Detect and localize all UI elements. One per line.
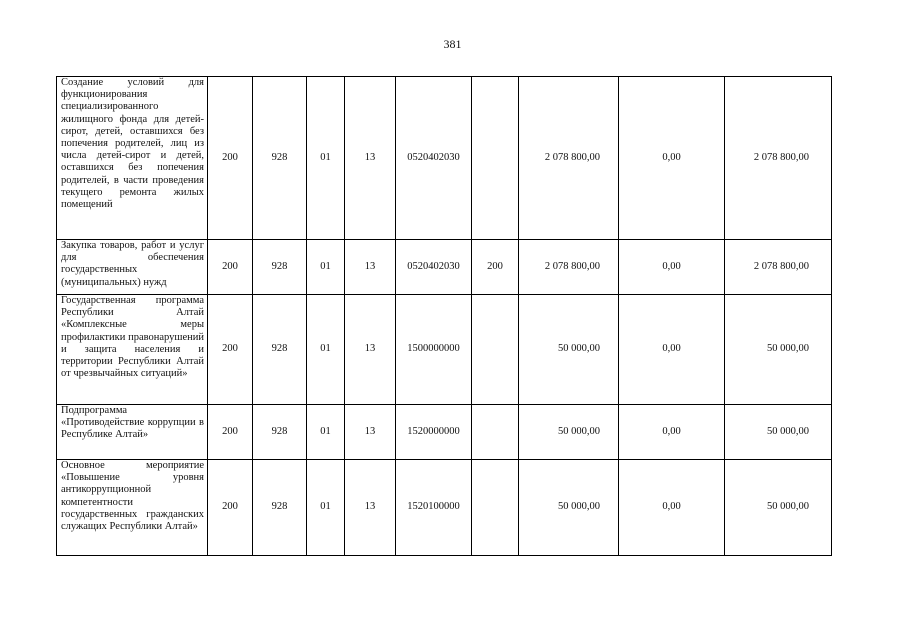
- cell-c1: 200: [208, 77, 253, 240]
- cell-vr: [472, 405, 519, 460]
- cell-c3: 01: [307, 295, 345, 405]
- cell-amount1: 2 078 800,00: [519, 77, 619, 240]
- page-number: 381: [443, 37, 462, 51]
- table-row: [57, 405, 832, 460]
- table-row: [57, 460, 832, 556]
- cell-vr: 200: [472, 240, 519, 295]
- cell-amount3: 50 000,00: [725, 460, 832, 556]
- row-description: Закупка товаров, работ и услуг для обеспечения государственных (муниципальных) нужд: [57, 240, 208, 295]
- cell-code: 0520402030: [396, 240, 472, 295]
- cell-vr: [472, 77, 519, 240]
- table-row: [57, 77, 832, 240]
- row-description: Создание условий для функционирования специализированного жилищного фонда для детей-сирот, детей, оставшихся без попечения родителей, лиц из числа детей-сирот и детей, оставшихся без попечения родителей, в части проведения текущего ремонта жилых помещений: [57, 77, 208, 240]
- cell-c3: 01: [307, 405, 345, 460]
- cell-c1: 200: [208, 405, 253, 460]
- cell-vr: [472, 460, 519, 556]
- cell-c3: 01: [307, 77, 345, 240]
- cell-code: 1520100000: [396, 460, 472, 556]
- cell-code: 1520000000: [396, 405, 472, 460]
- cell-c3: 01: [307, 460, 345, 556]
- cell-c1: 200: [208, 240, 253, 295]
- cell-amount1: 50 000,00: [519, 460, 619, 556]
- cell-amount3: 50 000,00: [725, 295, 832, 405]
- cell-c4: 13: [345, 240, 396, 295]
- cell-c4: 13: [345, 77, 396, 240]
- row-description: Государственная программа Республики Алтай «Комплексные меры профилактики правонарушений и защита населения и территории Республики Алтай от чрезвычайных ситуаций»: [57, 295, 208, 405]
- table-row: [57, 240, 832, 295]
- cell-amount1: 50 000,00: [519, 405, 619, 460]
- cell-c4: 13: [345, 460, 396, 556]
- cell-c2: 928: [253, 460, 307, 556]
- cell-code: 1500000000: [396, 295, 472, 405]
- cell-amount3: 2 078 800,00: [725, 77, 832, 240]
- cell-c1: 200: [208, 460, 253, 556]
- cell-amount2: 0,00: [619, 77, 725, 240]
- cell-code: 0520402030: [396, 77, 472, 240]
- cell-amount2: 0,00: [619, 295, 725, 405]
- cell-amount2: 0,00: [619, 405, 725, 460]
- budget-table: [56, 76, 832, 556]
- row-description: Подпрограмма «Противодействие коррупции в Республике Алтай»: [57, 405, 208, 460]
- cell-amount1: 50 000,00: [519, 295, 619, 405]
- table-row: [57, 295, 832, 405]
- cell-c2: 928: [253, 405, 307, 460]
- cell-amount3: 50 000,00: [725, 405, 832, 460]
- cell-vr: [472, 295, 519, 405]
- cell-c2: 928: [253, 240, 307, 295]
- cell-c1: 200: [208, 295, 253, 405]
- cell-c2: 928: [253, 295, 307, 405]
- cell-amount2: 0,00: [619, 460, 725, 556]
- cell-c2: 928: [253, 77, 307, 240]
- row-description: Основное мероприятие «Повышение уровня антикоррупционной компетентности государственных гражданских служащих Республики Алтай»: [57, 460, 208, 556]
- cell-c4: 13: [345, 405, 396, 460]
- cell-c3: 01: [307, 240, 345, 295]
- table-body: [57, 77, 832, 556]
- cell-amount1: 2 078 800,00: [519, 240, 619, 295]
- cell-c4: 13: [345, 295, 396, 405]
- cell-amount3: 2 078 800,00: [725, 240, 832, 295]
- cell-amount2: 0,00: [619, 240, 725, 295]
